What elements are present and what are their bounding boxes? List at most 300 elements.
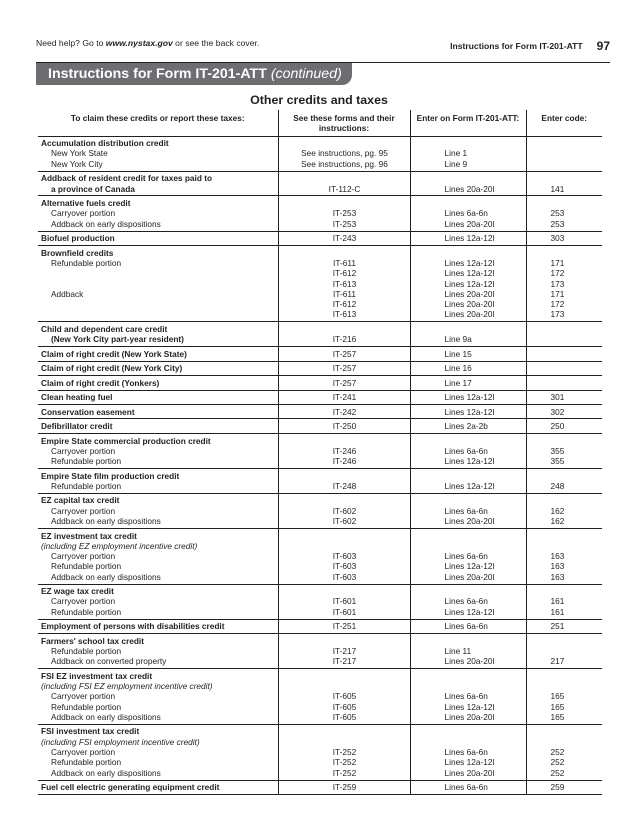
forms-line: IT-259 <box>332 782 357 793</box>
enter-on-cell <box>410 347 526 361</box>
credit-line: Carryover portion <box>51 551 116 562</box>
page-number: 97 <box>596 39 610 53</box>
forms-line: IT-216 <box>332 334 357 345</box>
enter-on-cell <box>410 390 526 404</box>
credit-cell <box>38 171 278 196</box>
code-line: 251 <box>550 621 565 632</box>
code-line: 259 <box>550 782 565 793</box>
enter-on-line: Lines 6a-6n <box>444 505 488 516</box>
credit-line: Carryover portion <box>51 691 116 702</box>
credit-cell <box>38 634 278 669</box>
enter-on-line: Lines 6a-6n <box>444 691 488 702</box>
table-row <box>38 347 602 361</box>
credit-line: Addback on early dispositions <box>51 218 161 229</box>
forms-cell <box>278 493 410 528</box>
code-line: 355 <box>550 456 565 467</box>
table-row <box>38 724 602 780</box>
enter-on-cell <box>410 419 526 433</box>
code-line: 163 <box>550 571 565 582</box>
credit-line <box>41 309 276 319</box>
enter-on-line: Lines 12a-12l <box>444 757 495 768</box>
enter-on-line <box>445 198 524 208</box>
forms-line <box>282 173 408 183</box>
credit-cell <box>38 780 278 794</box>
forms-line <box>282 198 408 208</box>
code-cell <box>526 419 602 433</box>
enter-on-line: Lines 6a-6n <box>444 621 488 632</box>
enter-on-line: Lines 6a-6n <box>444 596 488 607</box>
credit-line: (New York City part-year resident) <box>51 334 184 345</box>
code-cell <box>526 433 602 468</box>
forms-cell <box>278 669 410 725</box>
enter-on-cell <box>410 231 526 245</box>
code-line: 171 <box>550 288 565 299</box>
credit-line: Alternative fuels credit <box>41 198 131 209</box>
code-line: 253 <box>550 208 565 219</box>
credit-cell <box>38 246 278 322</box>
credit-cell <box>38 433 278 468</box>
credit-line: Addback on early dispositions <box>51 516 161 527</box>
credit-line: Empire State commercial production credit <box>41 435 211 446</box>
credit-line: Fuel cell electric generating equipment credit <box>41 782 220 793</box>
code-cell <box>526 390 602 404</box>
code-line: 163 <box>550 551 565 562</box>
forms-line <box>282 586 408 596</box>
forms-line <box>282 248 408 258</box>
enter-on-line <box>445 636 524 646</box>
code-line: 172 <box>550 299 565 310</box>
code-cell <box>526 669 602 725</box>
code-line: 303 <box>550 233 565 244</box>
credit-line: New York City <box>51 158 103 169</box>
credit-line: Addback on early dispositions <box>51 712 161 722</box>
help-text <box>36 38 259 48</box>
table-row <box>38 419 602 433</box>
credits-table <box>38 110 602 795</box>
enter-on-line: Lines 6a-6n <box>444 445 488 456</box>
credit-line: Conservation easement <box>41 406 135 417</box>
enter-on-cell <box>410 634 526 669</box>
credit-line: Addback <box>51 288 84 299</box>
credit-cell <box>38 584 278 619</box>
code-line: 165 <box>550 691 565 702</box>
forms-line: IT-603 <box>332 571 357 582</box>
enter-on-line <box>445 531 524 541</box>
enter-on-cell <box>410 619 526 633</box>
forms-cell <box>278 528 410 584</box>
enter-on-line: Line 1 <box>444 148 468 159</box>
credit-line: Addback on early dispositions <box>51 571 161 582</box>
table-row <box>38 136 602 171</box>
column-header-credit: To claim these credits or report these taxes: <box>38 110 278 136</box>
credit-line: Addback on early dispositions <box>51 767 161 778</box>
code-cell <box>526 376 602 390</box>
credit-line: Carryover portion <box>51 445 116 456</box>
code-cell <box>526 528 602 584</box>
code-line: 162 <box>550 516 565 527</box>
code-line <box>551 363 601 373</box>
enter-on-line <box>445 138 524 148</box>
banner-title: Instructions for Form IT-201-ATT <box>48 66 267 82</box>
code-cell <box>526 171 602 196</box>
code-cell <box>526 780 602 794</box>
code-line <box>551 334 601 344</box>
enter-on-cell <box>410 405 526 419</box>
table-row <box>38 390 602 404</box>
forms-cell <box>278 361 410 375</box>
code-line <box>551 159 601 169</box>
forms-line: IT-601 <box>332 596 357 607</box>
table-row <box>38 634 602 669</box>
credit-cell <box>38 322 278 347</box>
forms-line: IT-217 <box>332 656 357 667</box>
enter-on-line <box>445 541 524 551</box>
enter-on-cell <box>410 246 526 322</box>
forms-line: IT-605 <box>332 691 357 702</box>
enter-on-line: Lines 12a-12l <box>444 701 495 712</box>
enter-on-cell <box>410 584 526 619</box>
credit-line <box>41 299 276 309</box>
forms-cell <box>278 136 410 171</box>
code-line: 165 <box>550 712 565 722</box>
forms-line <box>282 495 408 505</box>
code-line: 301 <box>550 392 565 403</box>
forms-line: IT-242 <box>332 406 357 417</box>
forms-cell <box>278 171 410 196</box>
forms-cell <box>278 780 410 794</box>
code-line <box>551 471 601 481</box>
enter-on-line: Line 17 <box>444 377 472 388</box>
forms-line: IT-602 <box>332 505 357 516</box>
forms-line <box>282 541 408 551</box>
forms-line: IT-612 <box>332 268 357 279</box>
credit-line: EZ capital tax credit <box>41 495 120 506</box>
forms-cell <box>278 634 410 669</box>
forms-cell <box>278 390 410 404</box>
enter-on-line <box>445 248 524 258</box>
code-line: 217 <box>550 656 565 667</box>
forms-line: IT-603 <box>332 551 357 562</box>
enter-on-line <box>445 436 524 446</box>
credit-line <box>41 279 276 289</box>
code-line <box>551 586 601 596</box>
banner-continued: (continued) <box>270 66 342 82</box>
enter-on-cell <box>410 669 526 725</box>
forms-line: IT-246 <box>332 456 357 467</box>
forms-line <box>282 737 408 747</box>
forms-line: IT-246 <box>332 445 357 456</box>
code-line <box>551 541 601 551</box>
code-line: 141 <box>550 183 565 194</box>
credit-cell <box>38 390 278 404</box>
enter-on-line: Lines 20a-20l <box>444 309 495 320</box>
enter-on-line: Lines 12a-12l <box>444 268 495 279</box>
code-line: 165 <box>550 701 565 712</box>
credit-line: (including FSI employment incentive credit) <box>41 736 200 747</box>
column-header-enter-on: Enter on Form IT-201-ATT: <box>410 110 526 136</box>
credit-cell <box>38 376 278 390</box>
forms-line: IT-603 <box>332 561 357 572</box>
credit-line: Refundable portion <box>51 456 122 467</box>
code-line <box>551 531 601 541</box>
enter-on-line: Lines 20a-20l <box>444 183 495 194</box>
forms-cell <box>278 347 410 361</box>
credit-line: Biofuel production <box>41 233 115 244</box>
code-cell <box>526 493 602 528</box>
table-row <box>38 196 602 231</box>
enter-on-cell <box>410 136 526 171</box>
enter-on-cell <box>410 469 526 494</box>
code-cell <box>526 584 602 619</box>
enter-on-line <box>445 173 524 183</box>
code-line <box>551 148 601 158</box>
enter-on-line: Lines 20a-20l <box>444 656 495 667</box>
credit-cell <box>38 724 278 780</box>
enter-on-line: Lines 12a-12l <box>444 561 495 572</box>
enter-on-line: Lines 20a-20l <box>444 299 495 310</box>
forms-line: IT-612 <box>332 299 357 310</box>
table-row <box>38 322 602 347</box>
enter-on-line: Lines 20a-20l <box>444 218 495 229</box>
code-line: 252 <box>550 757 565 768</box>
table-row <box>38 528 602 584</box>
enter-on-line <box>445 671 524 681</box>
forms-line: IT-253 <box>332 208 357 219</box>
code-cell <box>526 634 602 669</box>
enter-on-cell <box>410 322 526 347</box>
forms-line: IT-252 <box>332 757 357 768</box>
enter-on-line: Lines 20a-20l <box>444 767 495 778</box>
table-body <box>38 136 602 794</box>
credit-line: Claim of right credit (New York City) <box>41 363 183 374</box>
credit-line: Claim of right credit (Yonkers) <box>41 377 160 388</box>
code-line <box>551 173 601 183</box>
credit-cell <box>38 231 278 245</box>
credit-line: Refundable portion <box>51 646 122 657</box>
code-line <box>551 248 601 258</box>
forms-line: IT-605 <box>332 701 357 712</box>
credit-line: New York State <box>51 148 108 159</box>
code-line <box>551 681 601 691</box>
forms-line <box>282 324 408 334</box>
forms-line: IT-601 <box>332 606 357 617</box>
table-row <box>38 361 602 375</box>
code-cell <box>526 405 602 419</box>
enter-on-line <box>445 471 524 481</box>
code-cell <box>526 246 602 322</box>
code-line: 161 <box>550 596 565 607</box>
enter-on-line: Lines 12a-12l <box>444 406 495 417</box>
forms-line: IT-257 <box>332 348 357 359</box>
enter-on-cell <box>410 724 526 780</box>
enter-on-cell <box>410 780 526 794</box>
credit-line: Claim of right credit (New York State) <box>41 348 187 359</box>
forms-cell <box>278 196 410 231</box>
code-cell <box>526 231 602 245</box>
credit-line: Refundable portion <box>51 701 122 712</box>
forms-line <box>282 671 408 681</box>
code-cell <box>526 619 602 633</box>
section-banner <box>36 63 352 85</box>
enter-on-line: Lines 6a-6n <box>444 782 488 793</box>
credit-line: Defibrillator credit <box>41 421 113 432</box>
enter-on-line: Lines 6a-6n <box>444 551 488 562</box>
enter-on-cell <box>410 376 526 390</box>
running-title-text: Instructions for Form IT-201-ATT <box>450 41 583 51</box>
forms-line: IT-611 <box>333 288 356 299</box>
forms-line: IT-217 <box>332 646 357 657</box>
credit-line: Empire State film production credit <box>41 470 180 481</box>
credit-cell <box>38 619 278 633</box>
code-line: 172 <box>550 268 565 279</box>
table-row <box>38 246 602 322</box>
credit-cell <box>38 361 278 375</box>
forms-line: IT-605 <box>332 712 357 722</box>
forms-line <box>282 138 408 148</box>
code-cell <box>526 322 602 347</box>
credit-line: Employment of persons with disabilities credit <box>41 621 225 632</box>
enter-on-line <box>445 324 524 334</box>
credit-line: FSI EZ investment tax credit <box>41 670 153 681</box>
credit-cell <box>38 136 278 171</box>
forms-line: IT-253 <box>332 218 357 229</box>
code-cell <box>526 196 602 231</box>
credit-line: FSI investment tax credit <box>41 726 140 737</box>
code-line <box>551 378 601 388</box>
enter-on-line: Line 15 <box>444 348 472 359</box>
forms-line <box>282 436 408 446</box>
help-prefix: Need help? Go to <box>36 38 106 48</box>
enter-on-line: Lines 12a-12l <box>444 456 495 467</box>
enter-on-line: Lines 12a-12l <box>444 606 495 617</box>
code-line <box>551 636 601 646</box>
enter-on-line: Lines 12a-12l <box>444 480 495 491</box>
forms-line <box>282 726 408 736</box>
table-row <box>38 493 602 528</box>
enter-on-line <box>445 586 524 596</box>
table-row <box>38 669 602 725</box>
code-line: 253 <box>550 218 565 229</box>
forms-line <box>282 471 408 481</box>
forms-cell <box>278 246 410 322</box>
forms-line <box>282 681 408 691</box>
help-url-link[interactable]: www.nystax.gov <box>105 38 173 48</box>
code-line: 302 <box>550 406 565 417</box>
enter-on-line: Lines 20a-20l <box>444 516 495 527</box>
table-row <box>38 469 602 494</box>
table-row <box>38 619 602 633</box>
code-line <box>551 138 601 148</box>
enter-on-line: Line 16 <box>444 363 472 374</box>
code-line: 162 <box>550 505 565 516</box>
enter-on-line: Lines 20a-20l <box>444 712 495 722</box>
credit-line: Refundable portion <box>51 757 122 768</box>
table-row <box>38 584 602 619</box>
table-row <box>38 171 602 196</box>
running-title <box>450 38 610 52</box>
code-line: 355 <box>550 445 565 456</box>
code-cell <box>526 724 602 780</box>
code-line: 173 <box>550 278 565 289</box>
enter-on-line: Lines 12a-12l <box>444 233 495 244</box>
enter-on-line: Lines 6a-6n <box>444 747 488 758</box>
enter-on-line: Lines 6a-6n <box>444 208 488 219</box>
credit-line: Refundable portion <box>51 606 122 617</box>
code-line: 171 <box>550 257 565 268</box>
forms-line: IT-257 <box>332 377 357 388</box>
code-line <box>551 737 601 747</box>
page-header <box>36 38 610 52</box>
forms-line: IT-252 <box>332 747 357 758</box>
credit-line: Brownfield credits <box>41 247 114 258</box>
enter-on-line: Line 9 <box>444 158 468 169</box>
credit-line: Carryover portion <box>51 505 116 516</box>
forms-cell <box>278 584 410 619</box>
forms-cell <box>278 419 410 433</box>
enter-on-line: Lines 12a-12l <box>444 392 495 403</box>
credit-line: Farmers' school tax credit <box>41 635 144 646</box>
forms-cell <box>278 405 410 419</box>
enter-on-line: Lines 12a-12l <box>444 257 495 268</box>
credit-cell <box>38 493 278 528</box>
forms-line: IT-613 <box>332 309 357 320</box>
code-line: 161 <box>550 606 565 617</box>
code-cell <box>526 469 602 494</box>
credit-line <box>41 268 276 278</box>
credit-line: (including EZ employment incentive credit) <box>41 540 198 551</box>
credit-cell <box>38 196 278 231</box>
enter-on-cell <box>410 493 526 528</box>
credit-line: Accumulation distribution credit <box>41 138 169 149</box>
credit-line: Addback on converted property <box>51 656 167 667</box>
table-row <box>38 376 602 390</box>
forms-cell <box>278 322 410 347</box>
credit-line: Child and dependent care credit <box>41 323 168 334</box>
forms-line: IT-251 <box>332 621 357 632</box>
forms-line: IT-252 <box>332 767 357 778</box>
enter-on-line <box>445 737 524 747</box>
credit-line: EZ wage tax credit <box>41 586 114 597</box>
code-line: 163 <box>550 561 565 572</box>
enter-on-line <box>445 681 524 691</box>
credit-line: a province of Canada <box>51 183 135 194</box>
forms-line: IT-248 <box>332 480 357 491</box>
credit-cell <box>38 469 278 494</box>
forms-line: See instructions, pg. 96 <box>301 158 388 169</box>
enter-on-cell <box>410 528 526 584</box>
credit-line: Carryover portion <box>51 747 116 758</box>
code-cell <box>526 361 602 375</box>
code-line <box>551 671 601 681</box>
forms-line: IT-602 <box>332 516 357 527</box>
code-cell <box>526 347 602 361</box>
credit-line: Carryover portion <box>51 596 116 607</box>
credit-line: Clean heating fuel <box>41 392 113 403</box>
table-row <box>38 405 602 419</box>
table-title: Other credits and taxes <box>250 93 388 107</box>
enter-on-line: Line 11 <box>444 646 472 657</box>
forms-cell <box>278 231 410 245</box>
code-line <box>551 349 601 359</box>
code-line <box>551 646 601 656</box>
code-line <box>551 198 601 208</box>
enter-on-line: Lines 12a-12l <box>444 278 495 289</box>
column-header-forms-text: See these forms and their instructions: <box>293 113 395 134</box>
forms-cell <box>278 469 410 494</box>
column-header-code: Enter code: <box>526 110 602 136</box>
table-row <box>38 433 602 468</box>
enter-on-cell <box>410 171 526 196</box>
